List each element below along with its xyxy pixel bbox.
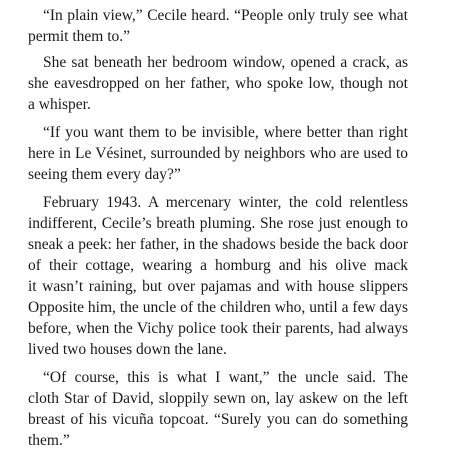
text-line: “Of course, this is what I want,” the uncle said. The	[43, 369, 408, 386]
text-line: seeing them every day?”	[28, 166, 181, 183]
paragraph-5	[28, 367, 408, 451]
paragraph-1	[28, 5, 408, 47]
text-line: She sat beneath her bedroom window, opened a crack, as	[43, 54, 408, 71]
text-line: February 1943. A mercenary winter, the cold relentless	[43, 194, 408, 211]
text-line: them.”	[28, 432, 70, 449]
text-line: permit them to.”	[28, 28, 131, 45]
text-line: lived two houses down the lane.	[28, 341, 227, 358]
text-line: of their cottage, wearing a homburg and his olive mack	[28, 257, 408, 274]
text-line: “If you want them to be invisible, where better than right	[43, 124, 408, 141]
text-line: indifferent, Cecile’s breath pluming. She rose just enough to	[28, 215, 408, 232]
text-line: “In plain view,” Cecile heard. “People only truly see what	[43, 7, 408, 24]
text-line: cloth Star of David, sloppily sewn on, lay askew on the left	[28, 390, 408, 407]
paragraph-2	[28, 52, 408, 115]
text-line: it wasn’t raining, but over pajamas and with house slippers	[28, 278, 408, 295]
paragraph-3	[28, 122, 408, 185]
text-line: she eavesdropped on her father, who spoke low, though not	[28, 75, 408, 92]
paragraph-4	[28, 192, 408, 360]
text-line: sneak a peek: her father, in the shadows beside the back door	[28, 236, 408, 253]
text-line: breast of his vicuña topcoat. “Surely you can do something	[28, 411, 408, 428]
text-line: Opposite him, the uncle of the children who, until a few days	[28, 299, 408, 316]
text-line: before, when the Vichy police took their parents, had always	[28, 320, 408, 337]
text-line: here in Le Vésinet, surrounded by neighbors who are used to	[28, 145, 408, 162]
text-line: a whisper.	[28, 96, 91, 113]
